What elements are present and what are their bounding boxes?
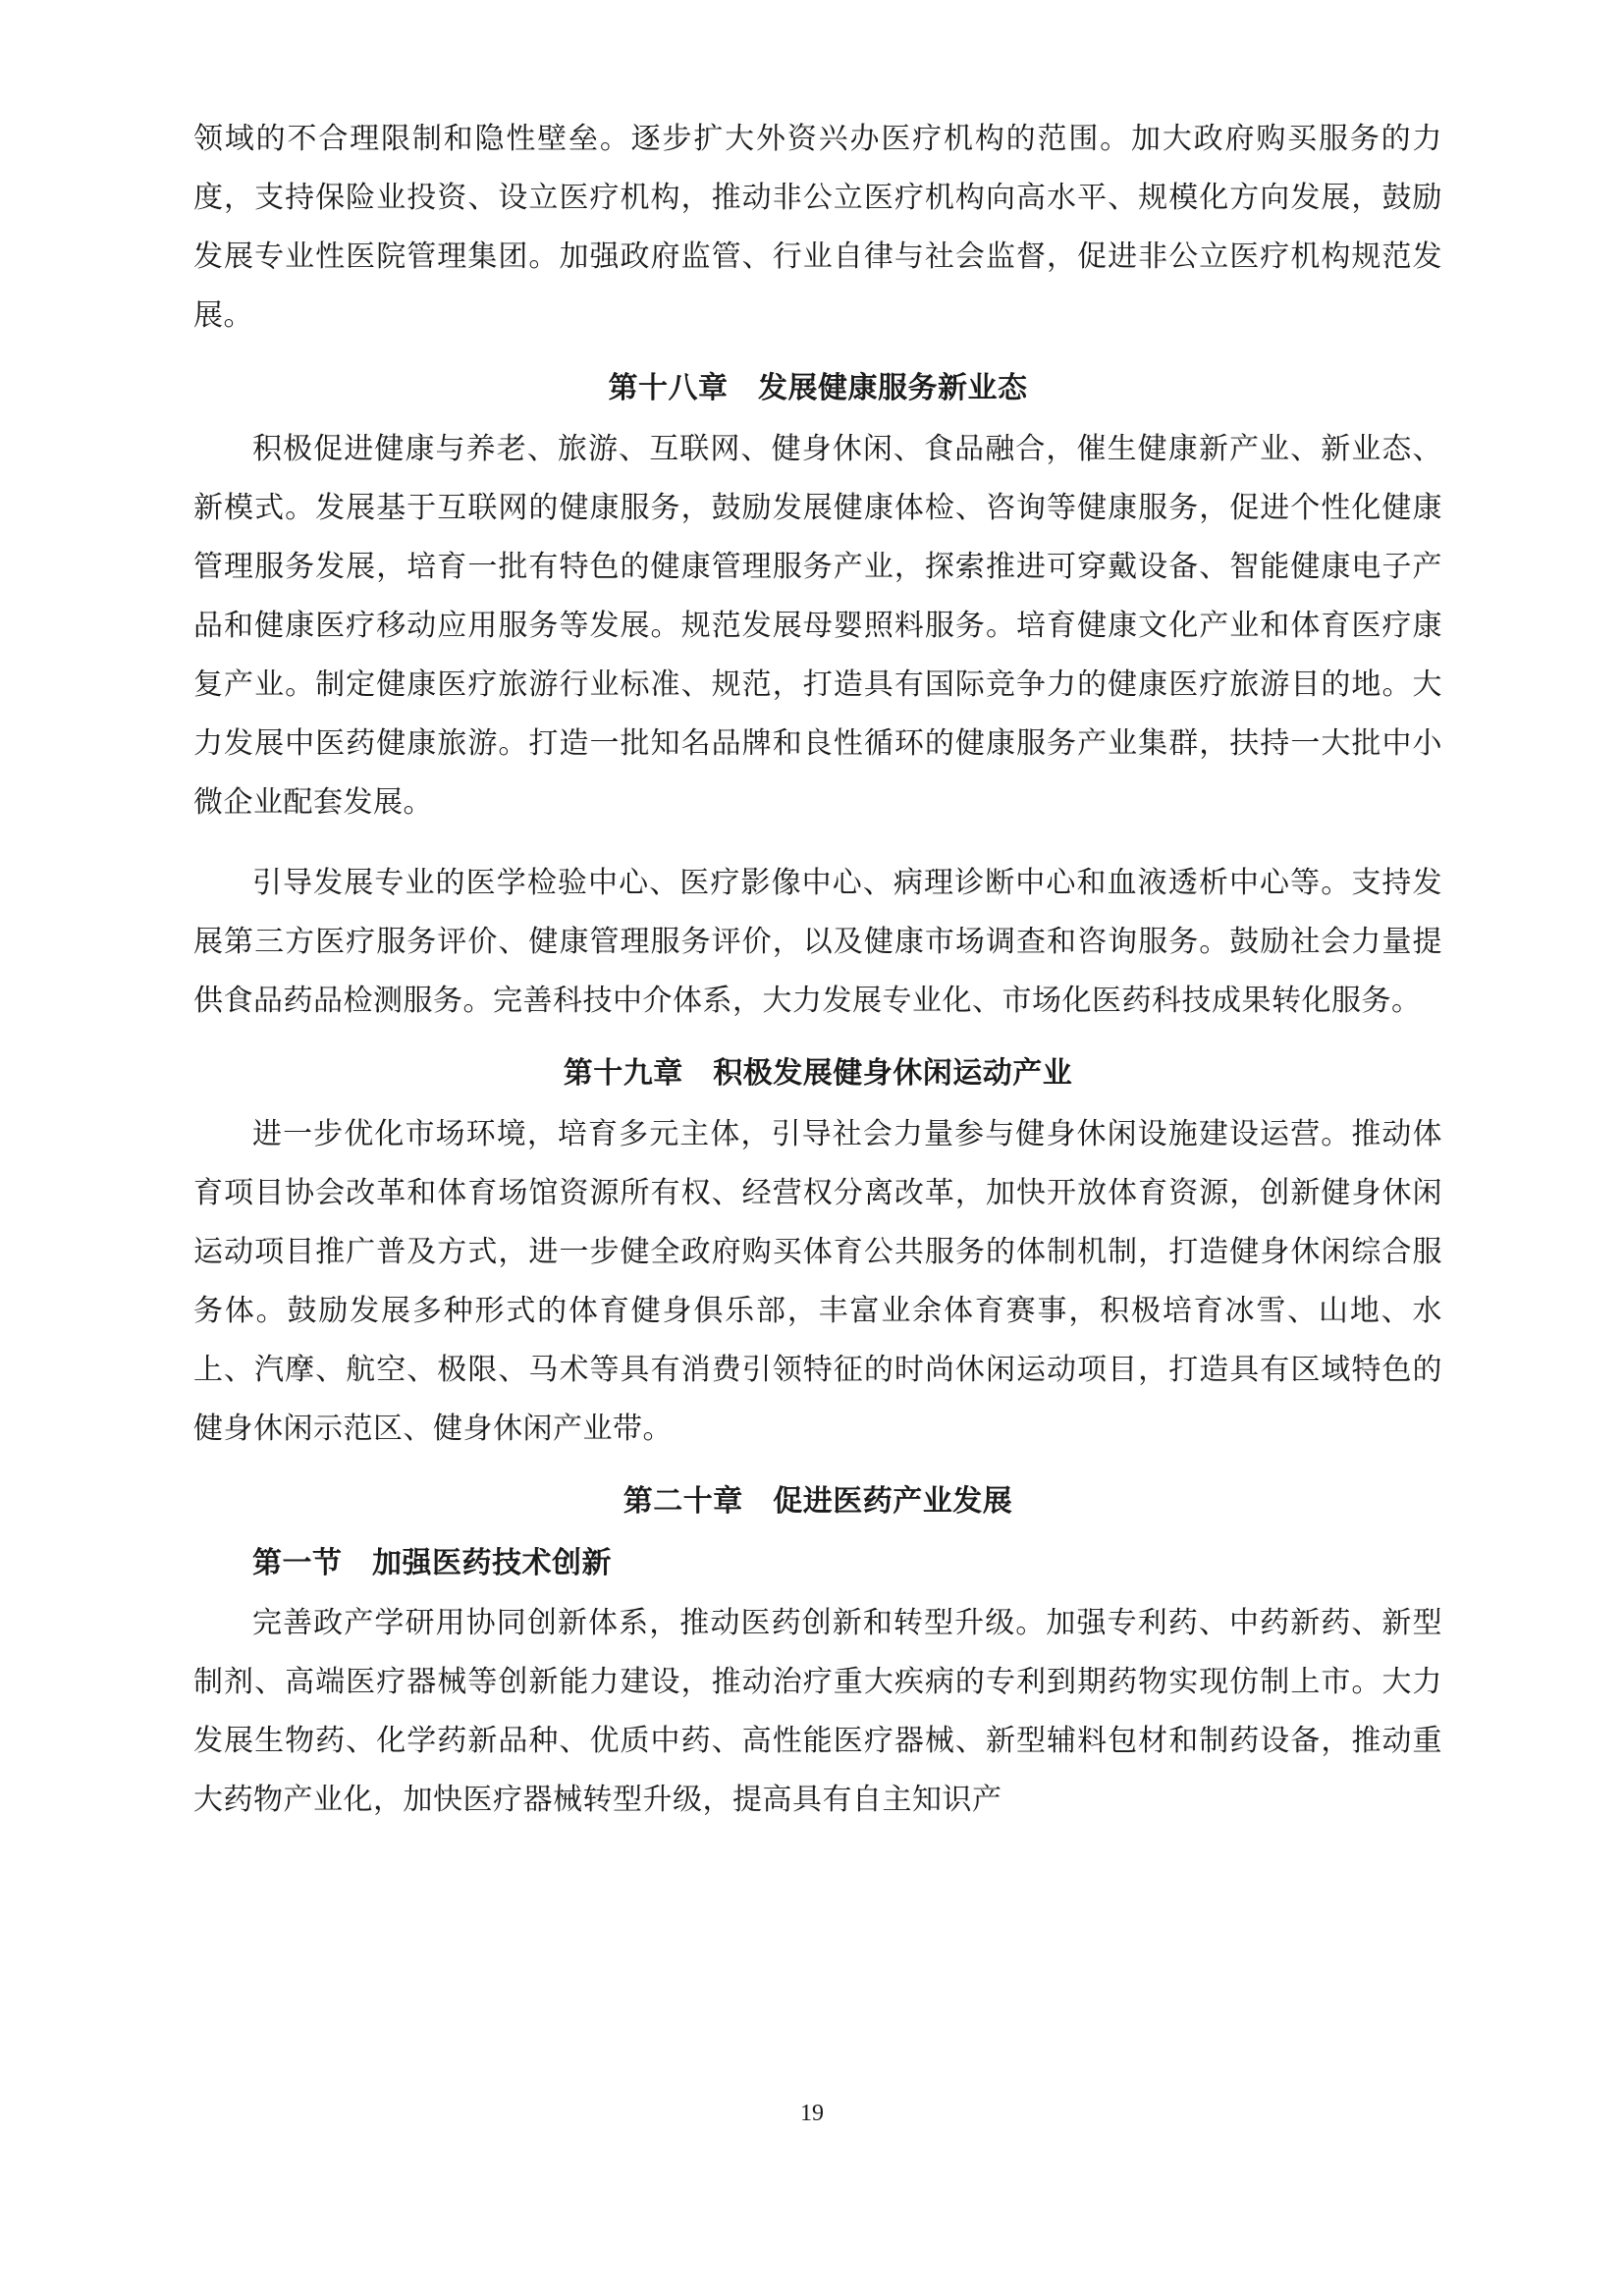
section-heading-1: 第一节 加强医药技术创新	[252, 1546, 612, 1580]
paragraph-pharma-innovation: 完善政产学研用协同创新体系，推动医药创新和转型升级。加强专利药、中药新药、新型制剂、高端医疗器械等创新能力建设，推动治疗重大疾病的专利到期药物实现仿制上市。大力发展生物药、化学药新品种、优质中药、高性能医疗器械、新型辅料包材和制药设备，推动重大药物产业化，加快医疗器械转型升级，提高具有自主知识产	[193, 1606, 1442, 1817]
page-number: 19	[800, 2101, 824, 2126]
document-page	[193, 110, 1442, 1830]
paragraph-third-party-services: 引导发展专业的医学检验中心、医疗影像中心、病理诊断中心和血液透析中心等。支持发展第三方医疗服务评价、健康管理服务评价，以及健康市场调查和咨询服务。鼓励社会力量提供食品药品检测服务。完善科技中介体系，大力发展专业化、市场化医药科技成果转化服务。	[193, 866, 1442, 1018]
chapter-heading-18: 第十八章 发展健康服务新业态	[608, 371, 1028, 405]
chapter-heading-20: 第二十章 促进医药产业发展	[623, 1484, 1013, 1519]
paragraph-fitness-leisure: 进一步优化市场环境，培育多元主体，引导社会力量参与健身休闲设施建设运营。推动体育项目协会改革和体育场馆资源所有权、经营权分离改革，加快开放体育资源，创新健身休闲运动项目推广普及方式，进一步健全政府购买体育公共服务的体制机制，打造健身休闲综合服务体。鼓励发展多种形式的体育健身俱乐部，丰富业余体育赛事，积极培育冰雪、山地、水上、汽摩、航空、极限、马术等具有消费引领特征的时尚休闲运动项目，打造具有区域特色的健身休闲示范区、健身休闲产业带。	[193, 1117, 1442, 1446]
chapter-heading-19: 第十九章 积极发展健身休闲运动产业	[563, 1056, 1073, 1091]
paragraph-health-services: 积极促进健康与养老、旅游、互联网、健身休闲、食品融合，催生健康新产业、新业态、新模式。发展基于互联网的健康服务，鼓励发展健康体检、咨询等健康服务，促进个性化健康管理服务发展，培育一批有特色的健康管理服务产业，探索推进可穿戴设备、智能健康电子产品和健康医疗移动应用服务等发展。规范发展母婴照料服务。培育健康文化产业和体育医疗康复产业。制定健康医疗旅游行业标准、规范，打造具有国际竞争力的健康医疗旅游目的地。大力发展中医药健康旅游。打造一批知名品牌和良性循环的健康服务产业集群，扶持一大批中小微企业配套发展。	[193, 432, 1442, 820]
paragraph-intro: 领域的不合理限制和隐性壁垒。逐步扩大外资兴办医疗机构的范围。加大政府购买服务的力度，支持保险业投资、设立医疗机构，推动非公立医疗机构向高水平、规模化方向发展，鼓励发展专业性医院管理集团。加强政府监管、行业自律与社会监督，促进非公立医疗机构规范发展。	[193, 122, 1442, 333]
